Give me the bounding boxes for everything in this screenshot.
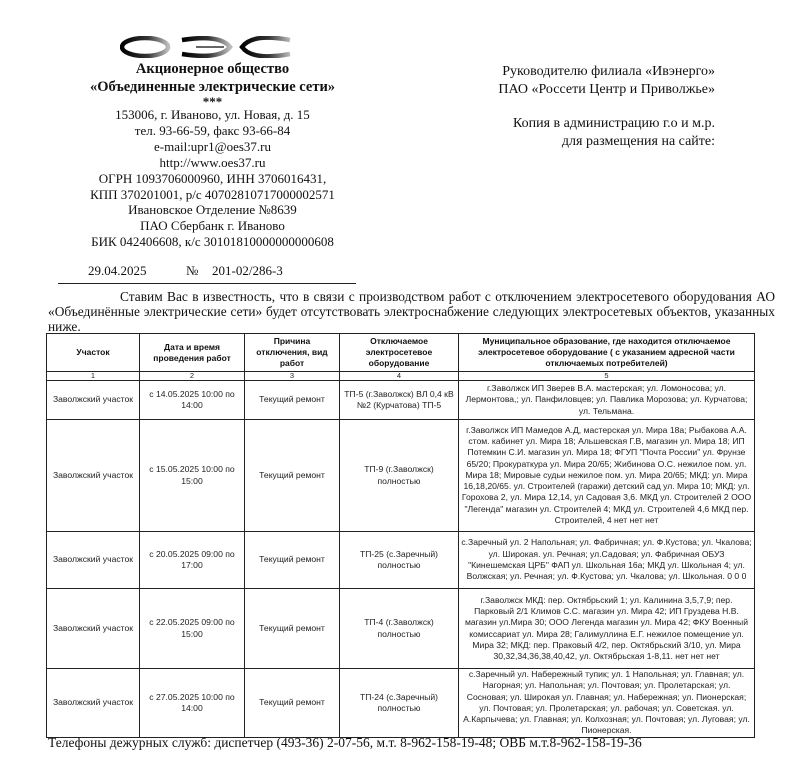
intro-paragraph <box>48 289 775 334</box>
cell-datetime: с 14.05.2025 10:00 по 14:00 <box>140 381 245 420</box>
table-row <box>47 381 755 420</box>
column-number: 3 <box>245 372 340 381</box>
cell-equipment: ТП-24 (с.Заречный) полностью <box>340 669 459 738</box>
header-reason: Причина отключения, вид работ <box>245 334 340 372</box>
table-column-numbers-row <box>47 372 755 381</box>
cell-reason: Текущий ремонт <box>245 669 340 738</box>
recipient-block <box>385 63 715 98</box>
header-addresses: Муниципальное образование, где находится отключаемое электросетевое оборудование ( с указанием адресной части отключаемых потребителей) <box>459 334 755 372</box>
date-underline <box>58 283 356 284</box>
copy-to-line2: для размещения на сайте: <box>561 133 715 149</box>
recipient-line2: ПАО «Россети Центр и Приволжье» <box>498 81 715 97</box>
cell-datetime: с 27.05.2025 10:00 по 14:00 <box>140 669 245 738</box>
header-equipment: Отключаемое электросетевое оборудование <box>340 334 459 372</box>
cell-equipment: ТП-5 (г.Заволжск) ВЛ 0,4 кВ №2 (Курчатова) ТП-5 <box>340 381 459 420</box>
document-date: 29.04.2025 <box>88 263 147 278</box>
cell-datetime: с 20.05.2025 09:00 по 17:00 <box>140 532 245 589</box>
table-row <box>47 589 755 669</box>
cell-area: Заволжский участок <box>47 381 140 420</box>
company-website[interactable]: http://www.oes37.ru <box>159 154 266 170</box>
company-ogrn-inn: ОГРН 1093706000960, ИНН 3706016431, <box>98 170 327 186</box>
company-name-line1: Акционерное общество <box>135 61 290 77</box>
cell-area: Заволжский участок <box>47 669 140 738</box>
company-email[interactable]: e-mail:upr1@oes37.ru <box>153 138 272 154</box>
cell-equipment: ТП-9 (г.Заволжск) полностью <box>340 420 459 532</box>
company-phone: тел. 93-66-59, факс 93-66-84 <box>134 122 291 138</box>
document-date-number <box>54 263 354 281</box>
header-datetime: Дата и время проведения работ <box>140 334 245 372</box>
table-row <box>47 420 755 532</box>
separator: *** <box>202 94 223 109</box>
cell-area: Заволжский участок <box>47 589 140 669</box>
company-name-line2: «Объединенные электрические сети» <box>89 79 336 95</box>
cell-addresses: с.Заречный ул. 2 Напольная; ул. Фабричная; ул. Ф.Кустова; ул. Чкалова; ул. Широкая. ул. Речная; ул.Садовая; ул. Фабричная ОБУЗ "Кинешемская ЦРБ" ФАП ул. Школьная 16а; МКД ул. Школьная 4; ул. Волжская; ул. Речная; ул. Ф.Кустова; ул. Чкалова; ул. Школьная. 0 0 0 <box>459 532 755 589</box>
cell-addresses: г.Заволжск МКД: пер. Октябрьский 1; ул. Калинина 3,5,7,9; пер. Парковый 2/1 Климов С.С. магазин ул. Мира 42; ИП Груздева Н.В. магазин ул.Мира 30; ООО Легенда магазин ул. Мира 42; ФКУ Военный комиссариат ул. Мира 28; Галимуллина Е.Г. нежилое помещение ул. Мира 32; МКД: пер. Праковый 4/2, пер. Октябрьский 3/10, ул. Мира 30,32,34,36,38,40,42, ул. Октябрьская 1-8,11. нет нет нет <box>459 589 755 669</box>
document-number-label: № <box>186 263 199 278</box>
cell-area: Заволжский участок <box>47 420 140 532</box>
cell-addresses: с.Заречный ул. Набережный тупик; ул. 1 Напольная; ул. Главная; ул. Нагорная; ул. Напольная; ул. Почтовая; ул. Пролетарская; ул. Сосновая; ул. Широкая ул. Главная; ул. Набережная; ул. Пионерская; ул. Почтовая; ул. Пролетарская; ул. рабочая; ул. Советская. ул. А.Карпычева; ул. Главная; ул. Колхозная; ул. Почтовая; ул. Луговая; ул. Пионерская. <box>459 669 755 738</box>
cell-reason: Текущий ремонт <box>245 532 340 589</box>
cell-addresses: г.Заволжск ИП Мамедов А.Д, мастерская ул. Мира 18а; Рыбакова А.А. стом. кабинет ул. Мира 18; Альшевская Г.В, магазин ул. Мира 18; ИП Потемкин С.И. магазин ул. Мира 18; ФГУП "Почта России" ул. Фрунзе 65/20; Прокураткура ул. Мира 20/65; Жибинова О.С. нежилое пом. ул. Мира 18; Мировые судьи нежилое пом. ул. Мира 20/65; МКД: ул. Мира 16,18,20/65. ул. Строителей (гаражи) детский сад ул. Мира 10; МКД: ул. Горохова 2, ул. Мира 12,14, ул Садовая 3,6. МКД ул. Строителей 2 ООО "Легенда" магазин ул. Строителей 4; МКД ул. Строителей 4,6 МКД пер. Строителей, 4 нет нет нет <box>459 420 755 532</box>
outage-table <box>46 333 755 738</box>
header-area: Участок <box>47 334 140 372</box>
column-number: 5 <box>459 372 755 381</box>
column-number: 1 <box>47 372 140 381</box>
document-number: 201-02/286-3 <box>212 263 283 278</box>
cell-datetime: с 15.05.2025 10:00 по 15:00 <box>140 420 245 532</box>
oes-logo-icon <box>120 36 292 58</box>
cell-reason: Текущий ремонт <box>245 381 340 420</box>
company-bik: БИК 042406608, к/с 30101810000000000608 <box>91 234 334 250</box>
cell-reason: Текущий ремонт <box>245 589 340 669</box>
company-bank-branch: Ивановское Отделение №8639 <box>128 202 297 218</box>
company-kpp-account: КПП 370201001, р/с 40702810717000002571 <box>90 186 335 202</box>
intro-text: Ставим Вас в известность, что в связи с производством работ с отключением электросетевого оборудования АО «Объединённые электрические сети» будет отсутствовать электроснабжение следующих электросетевых объектов, указанных ниже. <box>48 289 775 334</box>
recipient-line1: Руководителю филиала «Ивэнерго» <box>502 64 715 79</box>
copy-to-block <box>385 115 715 150</box>
cell-equipment: ТП-25 (с.Заречный) полностью <box>340 532 459 589</box>
cell-datetime: с 22.05.2025 09:00 по 15:00 <box>140 589 245 669</box>
table-row <box>47 532 755 589</box>
company-header <box>40 60 385 250</box>
cell-addresses: г.Заволжск ИП Зверев В.А. мастерская; ул. Ломоносова; ул. Лермонтова,; ул. Панфиловцев; ул. Павлика Морозова; ул. Курчатова; ул. Тельмана. <box>459 381 755 420</box>
cell-area: Заволжский участок <box>47 532 140 589</box>
column-number: 2 <box>140 372 245 381</box>
table-header-row <box>47 334 755 372</box>
column-number: 4 <box>340 372 459 381</box>
cell-equipment: ТП-4 (г.Заволжск) полностью <box>340 589 459 669</box>
company-bank-name: ПАО Сбербанк г. Иваново <box>140 218 285 234</box>
copy-to-line1: Копия в администрацию г.о и м.р. <box>512 116 715 131</box>
company-address: 153006, г. Иваново, ул. Новая, д. 15 <box>115 107 310 122</box>
duty-phones-footer: Телефоны дежурных служб: диспетчер (493-36) 2-07-56, м.т. 8-962-158-19-48; ОВБ м.т.8-962-158-19-36 <box>48 735 642 750</box>
cell-reason: Текущий ремонт <box>245 420 340 532</box>
table-row <box>47 669 755 738</box>
